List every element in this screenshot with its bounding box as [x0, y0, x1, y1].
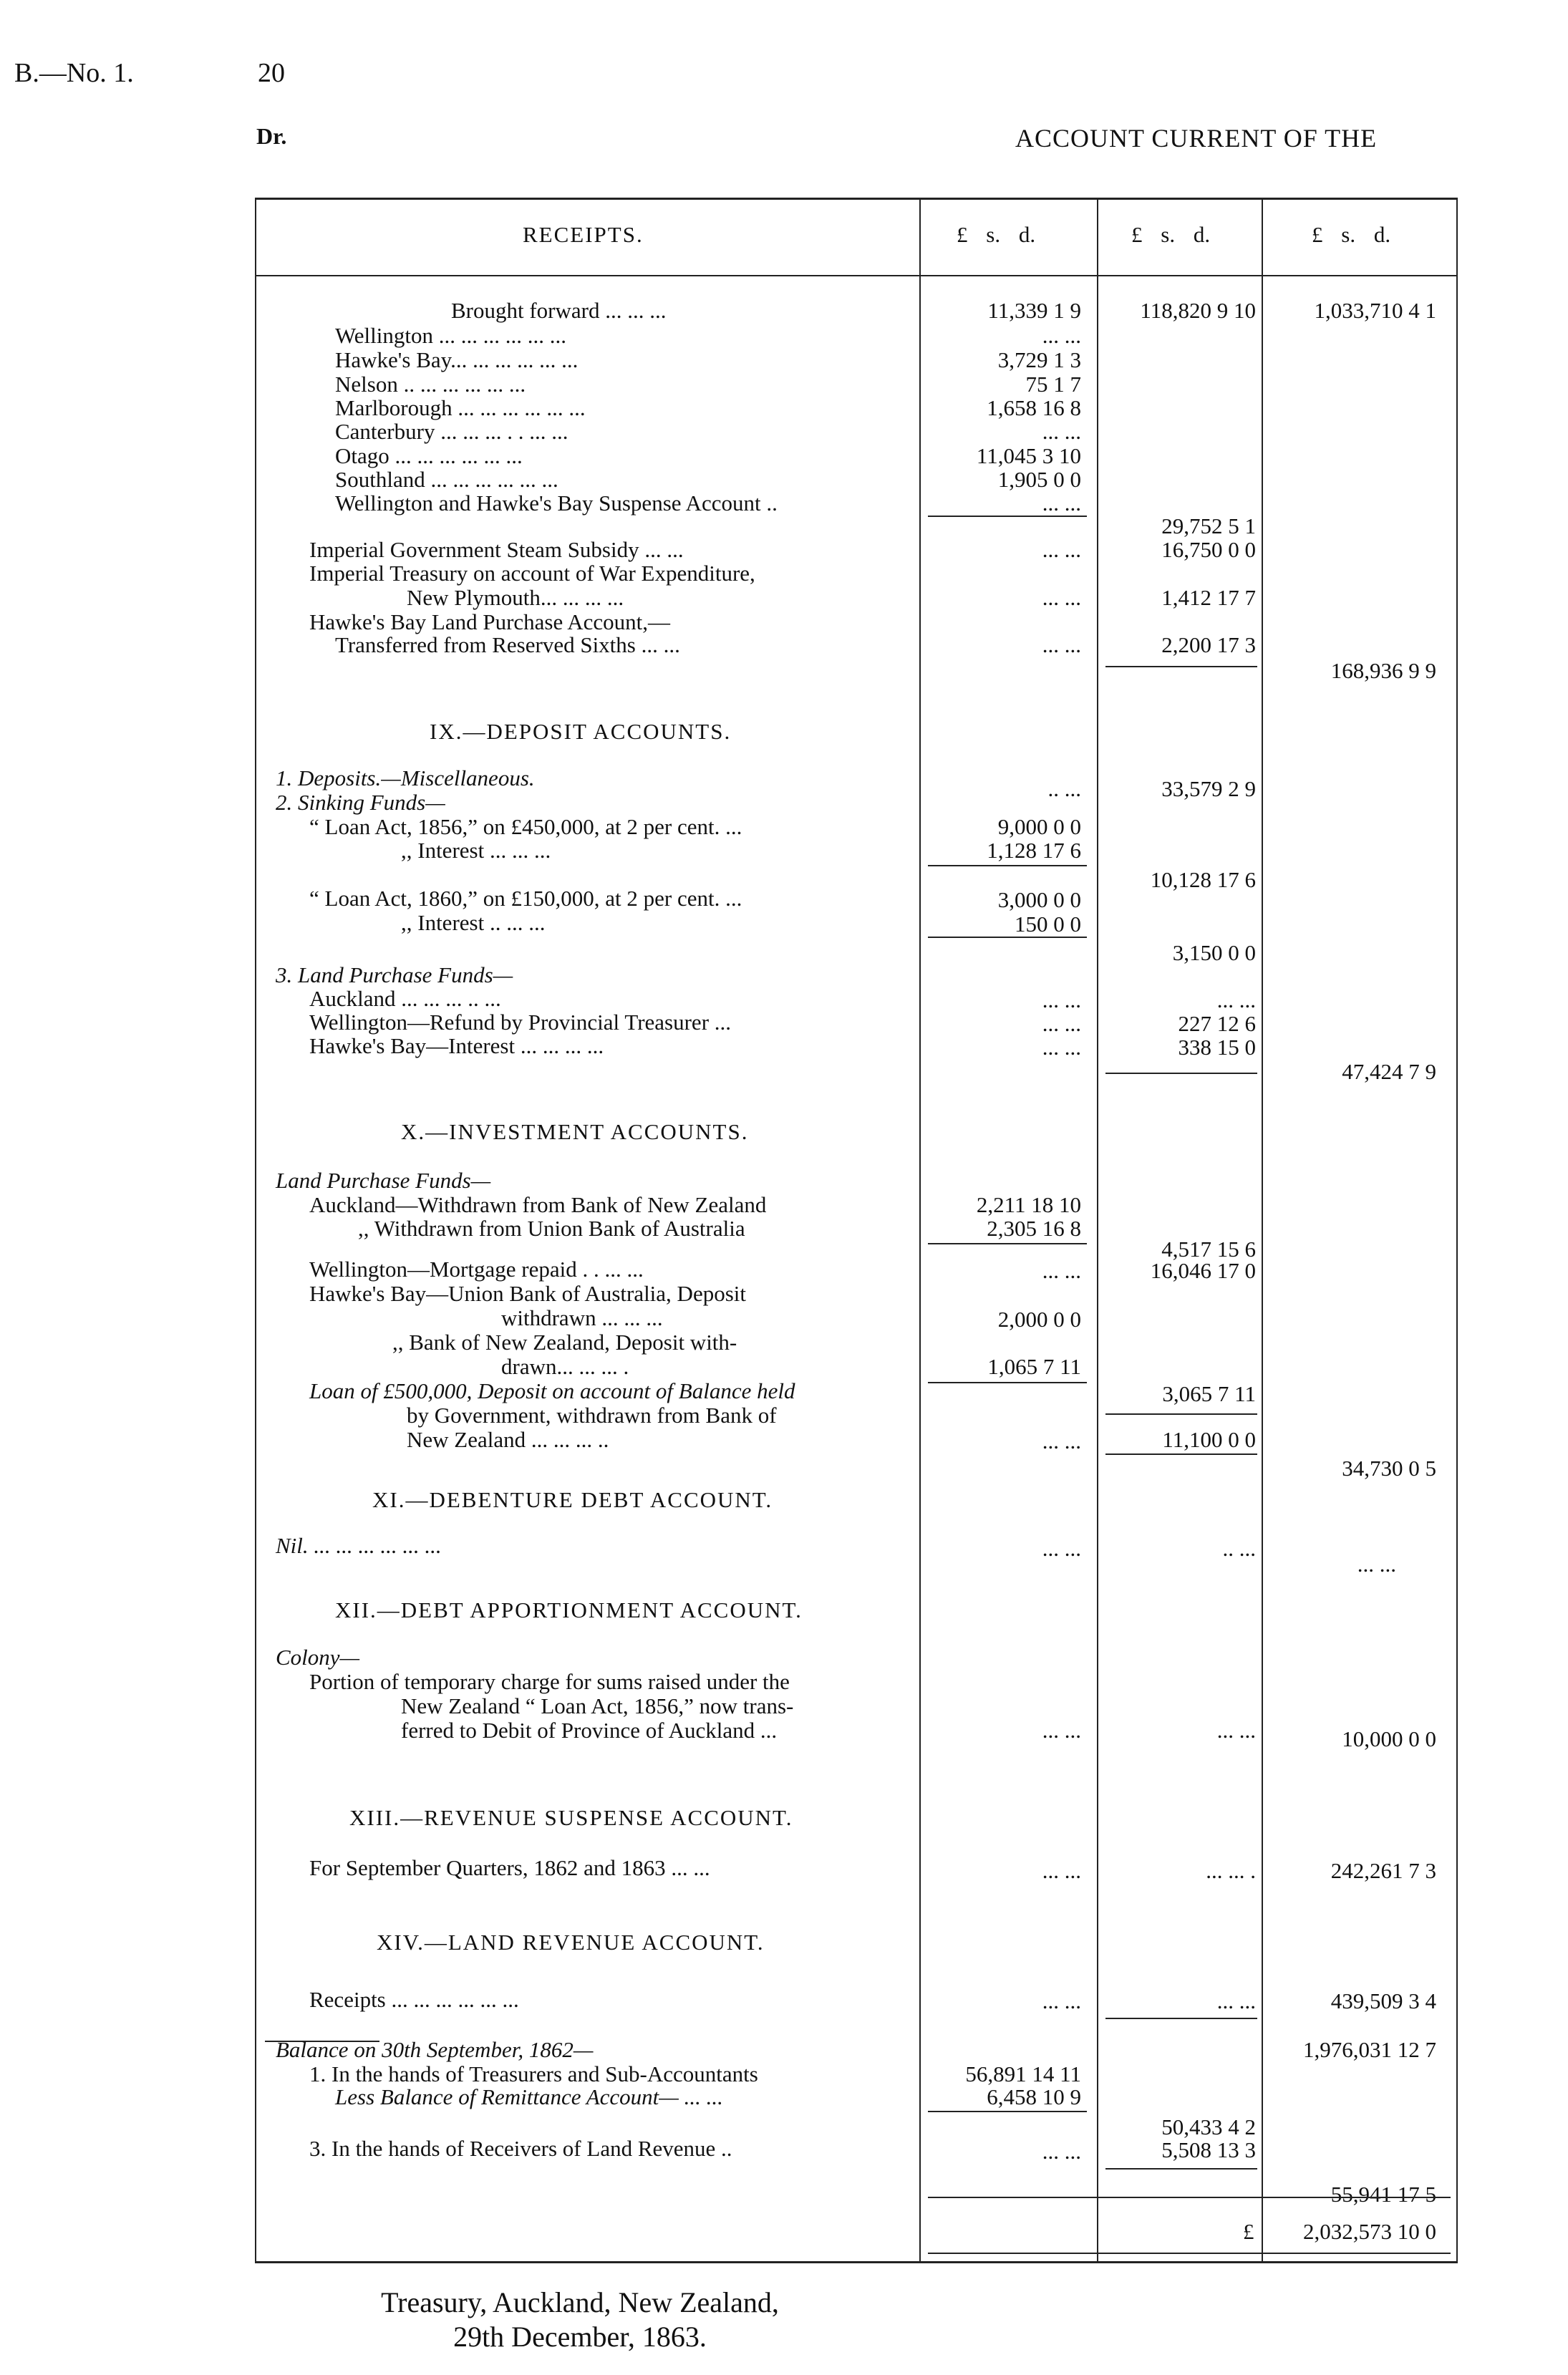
row-label: Brought forward ... ... ...	[451, 298, 667, 323]
row-label: 3. Land Purchase Funds—	[276, 962, 513, 987]
row-amount-b: 118,820 9 10	[1140, 298, 1256, 323]
row-amount-a: ... ...	[1042, 323, 1081, 348]
row-amount-a: 75 1 7	[1025, 372, 1081, 397]
row-amount-a: ... ...	[1042, 1035, 1081, 1060]
row-label: drawn... ... ... .	[501, 1354, 629, 1379]
row-amount-b: 338 15 0	[1178, 1035, 1256, 1060]
page-ref: B.—No. 1.	[14, 58, 134, 88]
row-amount-a: ... ...	[1042, 585, 1081, 610]
row-label: Wellington—Refund by Provincial Treasurer ...	[309, 1010, 732, 1035]
row-amount-a: ... ...	[1042, 537, 1081, 562]
total-rule	[928, 2197, 1451, 2198]
section-heading: XIV.—LAND REVENUE ACCOUNT.	[377, 1930, 765, 1955]
col-heading-money-2: £ s. d.	[1131, 222, 1211, 247]
row-amount-a: ... ...	[1042, 1718, 1081, 1743]
row-label: New Zealand ... ... ... ..	[407, 1427, 609, 1452]
table-top-rule	[255, 198, 1458, 200]
row-label: “ Loan Act, 1860,” on £150,000, at 2 per cent. ...	[309, 886, 742, 911]
row-label: 1. In the hands of Treasurers and Sub-Accountants	[309, 2061, 758, 2086]
row-label: Otago ... ... ... ... ... ...	[335, 443, 523, 468]
row-label: Loan of £500,000, Deposit on account of Balance held	[309, 1378, 795, 1403]
row-amount-c: 47,424 7 9	[1342, 1059, 1436, 1084]
row-label: For September Quarters, 1862 and 1863 ... ...	[309, 1855, 710, 1880]
row-label: by Government, withdrawn from Bank of	[407, 1403, 777, 1428]
row-amount-c: ... ...	[1357, 1552, 1396, 1577]
subtotal-rule	[1105, 1413, 1257, 1415]
row-label: Marlborough ... ... ... ... ... ...	[335, 395, 586, 420]
subtotal-rule	[1105, 2018, 1257, 2019]
row-label: Balance on 30th September, 1862—	[276, 2037, 594, 2062]
row-amount-b: 29,752 5 1	[1161, 513, 1256, 538]
row-amount-a: ... ...	[1042, 419, 1081, 444]
subtotal-rule	[928, 2111, 1087, 2112]
row-label: ,, Bank of New Zealand, Deposit with-	[392, 1330, 737, 1355]
row-amount-a: 3,000 0 0	[997, 887, 1081, 912]
header-rule	[255, 275, 1458, 276]
row-amount-a: 56,891 14 11	[965, 2061, 1081, 2086]
subtotal-rule	[928, 1382, 1087, 1383]
table-left-rule	[255, 198, 256, 2263]
row-amount-a: 3,729 1 3	[997, 347, 1081, 372]
col-heading-receipts: RECEIPTS.	[523, 222, 644, 247]
row-amount-a: 150 0 0	[1015, 911, 1081, 937]
row-label: New Zealand “ Loan Act, 1856,” now trans-	[401, 1693, 794, 1718]
row-amount-a: ... ...	[1042, 1988, 1081, 2013]
row-label: Hawke's Bay—Union Bank of Australia, Deposit	[309, 1281, 746, 1306]
row-amount-a: 2,211 18 10	[976, 1192, 1081, 1217]
row-label: Colony—	[276, 1645, 360, 1670]
row-amount-b: ... ...	[1216, 1718, 1256, 1743]
col-heading-money-1: £ s. d.	[957, 222, 1036, 247]
row-label: ,, Withdrawn from Union Bank of Australia	[358, 1216, 745, 1241]
total-under-rule	[928, 2253, 1451, 2254]
row-amount-a: ... ...	[1042, 1536, 1081, 1561]
section-heading: X.—INVESTMENT ACCOUNTS.	[401, 1119, 749, 1144]
row-amount-a: ... ...	[1042, 632, 1081, 657]
row-label: Imperial Treasury on account of War Expenditure,	[309, 561, 755, 586]
footer-place: Treasury, Auckland, New Zealand,	[381, 2286, 779, 2318]
row-amount-a: ... ...	[1042, 1011, 1081, 1036]
row-label: ,, Interest .. ... ...	[401, 910, 546, 935]
col-rule-3	[1262, 198, 1263, 2263]
row-label: Transferred from Reserved Sixths ... ...	[335, 632, 680, 657]
row-amount-a: ... ...	[1042, 490, 1081, 516]
table-bottom-rule	[255, 2261, 1458, 2263]
subtotal-rule	[1105, 2168, 1257, 2170]
row-label: New Plymouth... ... ... ...	[407, 585, 624, 610]
row-amount-a: 11,045 3 10	[976, 443, 1081, 468]
row-amount-a: .. ...	[1047, 776, 1081, 801]
row-amount-b: 11,100 0 0	[1162, 1427, 1256, 1452]
row-amount-b: .. ...	[1222, 1536, 1256, 1561]
row-amount-c: 55,941 17 5	[1330, 2182, 1436, 2207]
row-amount-b: 227 12 6	[1178, 1011, 1256, 1036]
row-amount-b: 16,046 17 0	[1150, 1258, 1256, 1283]
row-amount-c: 168,936 9 9	[1330, 658, 1436, 683]
row-amount-c: 242,261 7 3	[1330, 1858, 1436, 1883]
row-label: withdrawn ... ... ...	[501, 1305, 663, 1330]
row-amount-a: 9,000 0 0	[997, 814, 1081, 839]
row-amount-a: ... ...	[1042, 2139, 1081, 2164]
footer-date: 29th December, 1863.	[453, 2321, 707, 2353]
row-amount-a: ... ...	[1042, 1258, 1081, 1283]
row-amount-c: 10,000 0 0	[1342, 1726, 1436, 1751]
total-currency-symbol: £	[1243, 2219, 1254, 2244]
subtotal-rule	[928, 516, 1087, 517]
row-amount-a: ... ...	[1042, 1428, 1081, 1453]
row-amount-b: 3,065 7 11	[1162, 1381, 1256, 1406]
row-label: Auckland—Withdrawn from Bank of New Zealand	[309, 1192, 767, 1217]
row-label: Receipts ... ... ... ... ... ...	[309, 1987, 519, 2012]
row-amount-a: 6,458 10 9	[987, 2084, 1081, 2109]
row-label: ,, Interest ... ... ...	[401, 838, 551, 863]
section-heading: XI.—DEBENTURE DEBT ACCOUNT.	[372, 1487, 773, 1512]
row-amount-b: 2,200 17 3	[1161, 632, 1256, 657]
subtotal-rule	[1105, 1453, 1257, 1455]
row-amount-a: 11,339 1 9	[987, 298, 1081, 323]
row-label: Canterbury ... ... ... . . ... ...	[335, 419, 568, 444]
row-label: Wellington ... ... ... ... ... ...	[335, 323, 566, 348]
row-label: Land Purchase Funds—	[276, 1168, 491, 1193]
subtotal-rule	[1105, 666, 1257, 667]
row-label: Portion of temporary charge for sums raised under the	[309, 1669, 790, 1694]
row-amount-a: ... ...	[1042, 987, 1081, 1012]
row-amount-a: 1,065 7 11	[987, 1354, 1081, 1379]
row-amount-b: 5,508 13 3	[1161, 2137, 1256, 2162]
row-amount-c: 1,033,710 4 1	[1314, 298, 1436, 323]
row-amount-b: 3,150 0 0	[1172, 940, 1256, 965]
row-label: ferred to Debit of Province of Auckland ...	[401, 1718, 778, 1743]
row-amount-b: 1,412 17 7	[1161, 585, 1256, 610]
row-label: 1. Deposits.—Miscellaneous.	[276, 765, 535, 790]
row-label: Nelson .. ... ... ... ... ...	[335, 372, 526, 397]
row-amount-b: 4,517 15 6	[1161, 1237, 1256, 1262]
row-amount-b: 33,579 2 9	[1161, 776, 1256, 801]
table-right-rule	[1456, 198, 1458, 2263]
page-title: ACCOUNT CURRENT OF THE	[1015, 124, 1378, 153]
row-amount-b: 10,128 17 6	[1150, 867, 1256, 892]
row-label: 2. Sinking Funds—	[276, 790, 445, 815]
grand-total: 2,032,573 10 0	[1303, 2219, 1436, 2244]
row-amount-a: 2,000 0 0	[997, 1307, 1081, 1332]
row-amount-c: 439,509 3 4	[1330, 1988, 1436, 2013]
row-label: Hawke's Bay... ... ... ... ... ...	[335, 347, 579, 372]
debit-label: Dr.	[256, 123, 287, 149]
row-amount-a: 1,658 16 8	[987, 395, 1081, 420]
section-heading: XIII.—REVENUE SUSPENSE ACCOUNT.	[349, 1805, 793, 1830]
row-label: Wellington and Hawke's Bay Suspense Account ..	[335, 490, 778, 516]
row-label: Hawke's Bay Land Purchase Account,—	[309, 609, 671, 634]
row-amount-b: 16,750 0 0	[1161, 537, 1256, 562]
row-label: “ Loan Act, 1856,” on £450,000, at 2 per cent. ...	[309, 814, 742, 839]
row-amount-a: 2,305 16 8	[987, 1216, 1081, 1241]
subtotal-rule	[928, 865, 1087, 866]
row-amount-a: 1,128 17 6	[987, 838, 1081, 863]
row-label: Hawke's Bay—Interest ... ... ... ...	[309, 1033, 604, 1058]
col-rule-1	[919, 198, 921, 2263]
subtotal-rule	[928, 1243, 1087, 1244]
subtotal-rule	[928, 937, 1087, 938]
row-label: Nil. ... ... ... ... ... ...	[276, 1533, 442, 1558]
row-amount-b: 50,433 4 2	[1161, 2114, 1256, 2139]
col-rule-2	[1097, 198, 1098, 2263]
row-label: Auckland ... ... ... .. ...	[309, 986, 501, 1011]
row-amount-b: ... ...	[1216, 987, 1256, 1012]
row-label: 3. In the hands of Receivers of Land Revenue ..	[309, 2136, 732, 2161]
row-amount-c: 34,730 0 5	[1342, 1456, 1436, 1481]
row-amount-b: ... ... .	[1206, 1858, 1256, 1883]
row-amount-a: 1,905 0 0	[997, 467, 1081, 492]
row-amount-c: 1,976,031 12 7	[1303, 2037, 1436, 2062]
row-label: Southland ... ... ... ... ... ...	[335, 467, 558, 492]
row-amount-b: ... ...	[1216, 1988, 1256, 2013]
row-label: Less Balance of Remittance Account— ... ...	[335, 2084, 723, 2109]
col-heading-money-3: £ s. d.	[1312, 222, 1391, 247]
section-heading: IX.—DEPOSIT ACCOUNTS.	[430, 719, 732, 744]
subtotal-rule	[1105, 1073, 1257, 1074]
page-number: 20	[258, 58, 285, 88]
row-label: Wellington—Mortgage repaid . . ... ...	[309, 1257, 644, 1282]
section-heading: XII.—DEBT APPORTIONMENT ACCOUNT.	[335, 1597, 803, 1622]
row-amount-a: ... ...	[1042, 1858, 1081, 1883]
row-label: Imperial Government Steam Subsidy ... ...	[309, 537, 684, 562]
